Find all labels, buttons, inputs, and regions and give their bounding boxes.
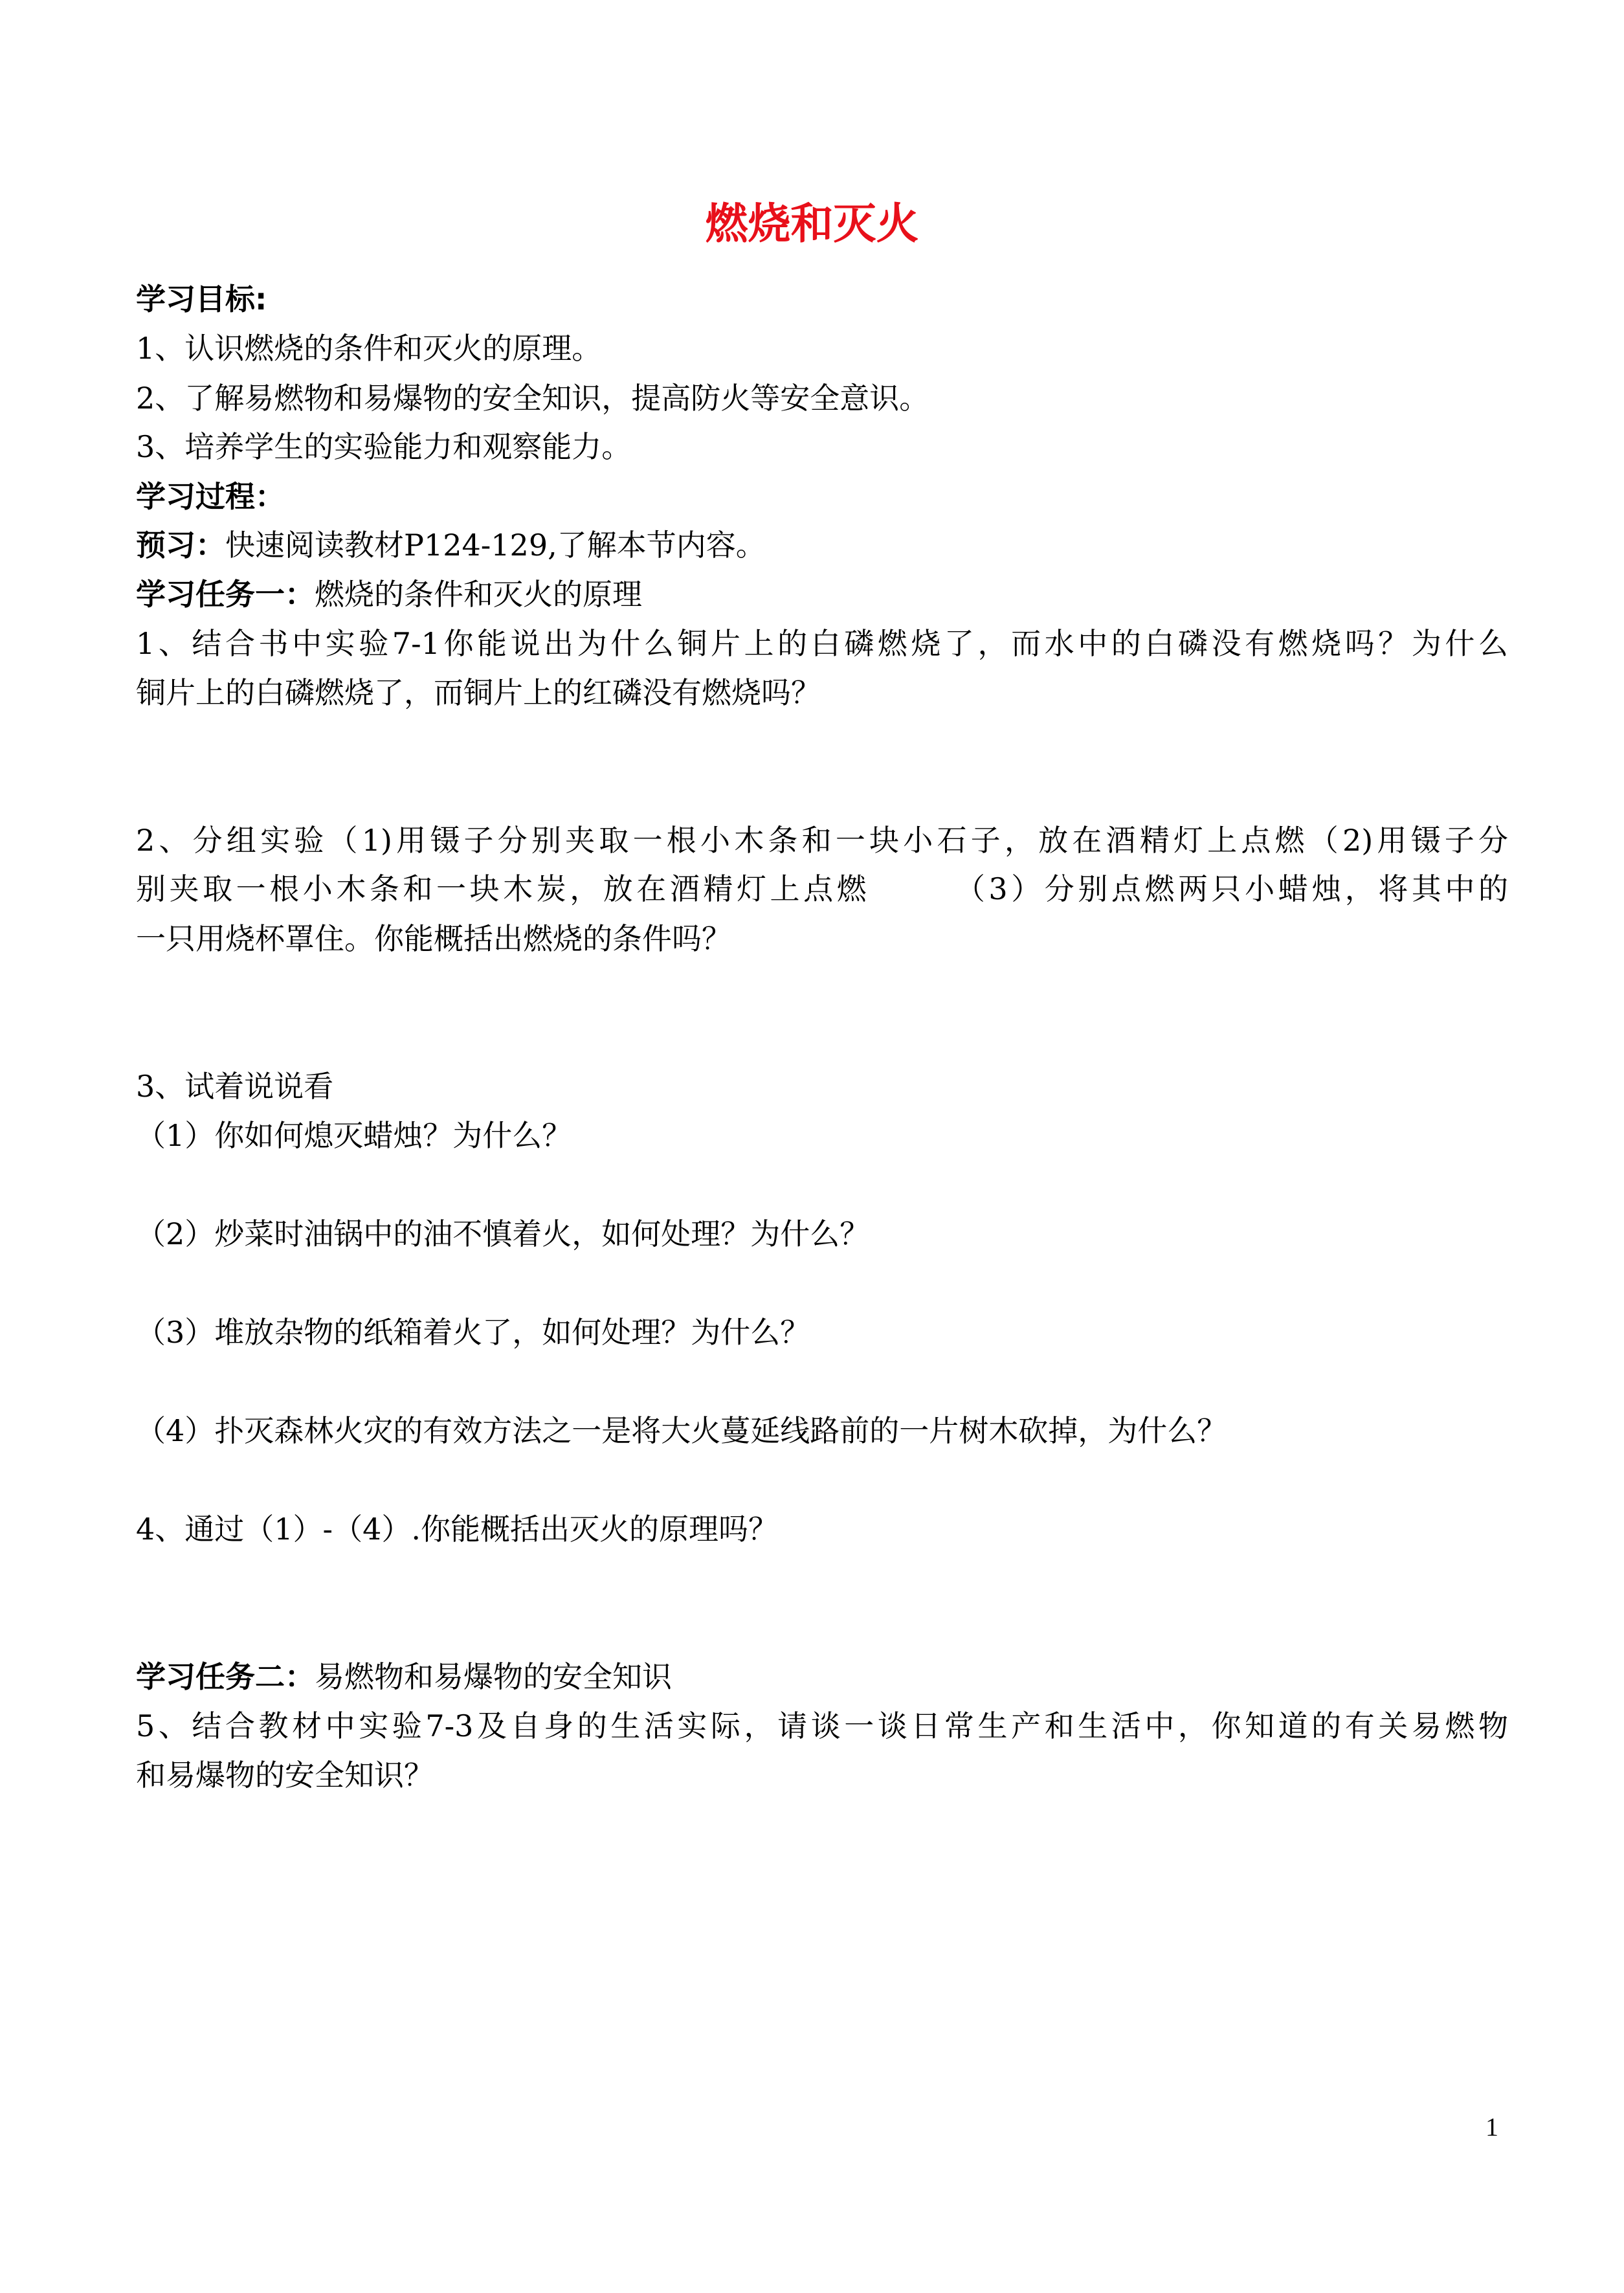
- process-heading: 学习过程：: [136, 479, 285, 514]
- task1-heading: [136, 575, 1508, 614]
- task1-text: 燃烧的条件和灭火的原理: [315, 577, 642, 612]
- preview-label: 预习：: [136, 528, 225, 563]
- task2-label: 学习任务二：: [136, 1659, 315, 1694]
- goal-item-3: 3、培养学生的实验能力和观察能力。: [136, 429, 632, 464]
- question-2-line-2: 别夹取一根小木条和一块木炭，放在酒精灯上点燃 （3）分别点燃两只小蜡烛，将其中的: [136, 871, 1508, 906]
- page-number: 1: [1485, 2112, 1498, 2142]
- question-5-line-1: 5、结合教材中实验7-3及自身的生活实际，请谈一谈日常生产和生活中，你知道的有关易燃物: [136, 1708, 1508, 1743]
- goal-item-2: 2、了解易燃物和易爆物的安全知识，提高防火等安全意识。: [136, 381, 929, 416]
- goal-item-1: 1、认识燃烧的条件和灭火的原理。: [136, 331, 602, 366]
- question-3-intro: 3、试着说说看: [136, 1069, 334, 1104]
- question-4: 4、通过（1）-（4）.你能概括出灭火的原理吗？: [136, 1512, 778, 1547]
- question-3-item-1: （1）你如何熄灭蜡烛？为什么？: [136, 1118, 572, 1153]
- goals-heading: 学习目标:: [136, 282, 267, 317]
- question-1-line-1: 1、结合书中实验7-1你能说出为什么铜片上的白磷燃烧了，而水中的白磷没有燃烧吗？为什么: [136, 626, 1508, 661]
- question-2-line-1: 2、分组实验（1)用镊子分别夹取一根小木条和一块小石子，放在酒精灯上点燃（2)用镊子分: [136, 823, 1508, 858]
- question-3-item-3: （3）堆放杂物的纸箱着火了，如何处理？为什么？: [136, 1315, 810, 1350]
- task2-heading: [136, 1657, 1508, 1696]
- question-3-item-2: （2）炒菜时油锅中的油不慎着火，如何处理？为什么？: [136, 1216, 870, 1251]
- preview-line: [136, 526, 1508, 565]
- task1-label: 学习任务一：: [136, 577, 315, 612]
- document-title: 燃烧和灭火: [705, 199, 919, 249]
- preview-text: 快速阅读教材P124-129,了解本节内容。: [225, 528, 766, 563]
- question-2-line-3: 一只用烧杯罩住。你能概括出燃烧的条件吗？: [136, 921, 731, 956]
- question-1-line-2: 铜片上的白磷燃烧了，而铜片上的红磷没有燃烧吗？: [136, 675, 821, 710]
- question-3-item-4: （4）扑灭森林火灾的有效方法之一是将大火蔓延线路前的一片树木砍掉，为什么？: [136, 1413, 1227, 1448]
- question-5-line-2: 和易爆物的安全知识？: [136, 1758, 434, 1793]
- task2-text: 易燃物和易爆物的安全知识: [315, 1659, 672, 1694]
